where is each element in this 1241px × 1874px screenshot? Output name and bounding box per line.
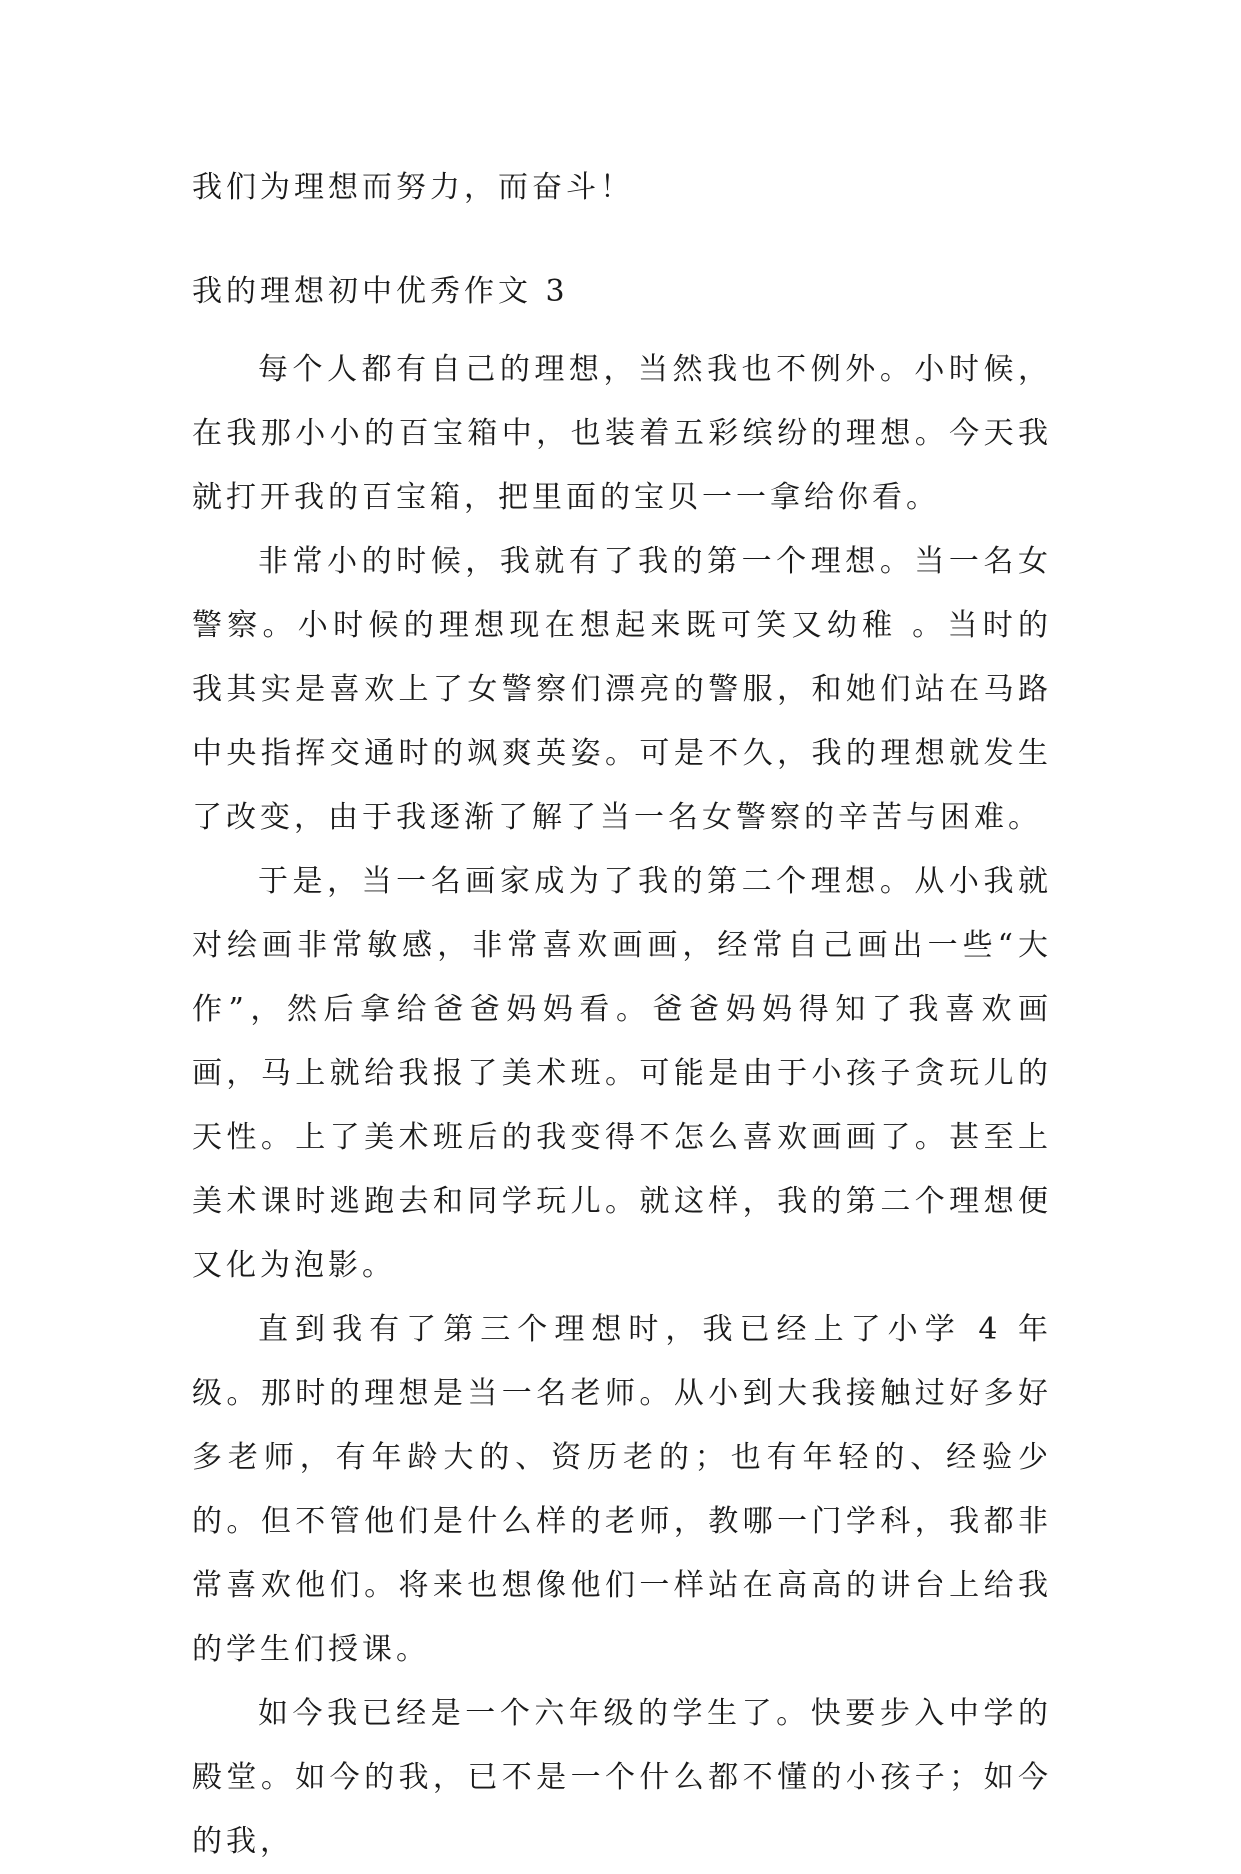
essay-body xyxy=(192,338,1052,1874)
previous-essay-closing-line xyxy=(192,156,1052,220)
paragraph: 非常小的时候，我就有了我的第一个理想。当一名女警察。小时候的理想现在想起来既可笑又幼稚 。当时的我其实是喜欢上了女警察们漂亮的警服，和她们站在马路中央指挥交通时的飒爽英姿。可是不久，我的理想就发生了改变，由于我逐渐了解了当一名女警察的辛苦与困难。 xyxy=(192,544,1052,835)
essay-heading xyxy=(192,260,1052,324)
paragraph: 直到我有了第三个理想时，我已经上了小学 4 年级。那时的理想是当一名老师。从小到大我接触过好多好多老师，有年龄大的、资历老的；也有年轻的、经验少的。但不管他们是什么样的老师，教哪一门学科，我都非常喜欢他们。将来也想像他们一样站在高高的讲台上给我的学生们授课。 xyxy=(192,1312,1052,1667)
paragraph: 每个人都有自己的理想，当然我也不例外。小时候，在我那小小的百宝箱中，也装着五彩缤纷的理想。今天我就打开我的百宝箱，把里面的宝贝一一拿给你看。 xyxy=(192,352,1052,515)
paragraph: 如今我已经是一个六年级的学生了。快要步入中学的殿堂。如今的我，已不是一个什么都不懂的小孩子；如今的我， xyxy=(192,1696,1052,1859)
essay-title: 我的理想初中优秀作文 3 xyxy=(192,274,569,309)
paragraph: 于是，当一名画家成为了我的第二个理想。从小我就对绘画非常敏感，非常喜欢画画，经常自己画出一些“大作”，然后拿给爸爸妈妈看。爸爸妈妈得知了我喜欢画画，马上就给我报了美术班。可能是由于小孩子贪玩儿的天性。上了美术班后的我变得不怎么喜欢画画了。甚至上美术课时逃跑去和同学玩儿。就这样，我的第二个理想便又化为泡影。 xyxy=(192,864,1052,1283)
closing-line-text: 我们为理想而努力，而奋斗！ xyxy=(192,170,634,205)
